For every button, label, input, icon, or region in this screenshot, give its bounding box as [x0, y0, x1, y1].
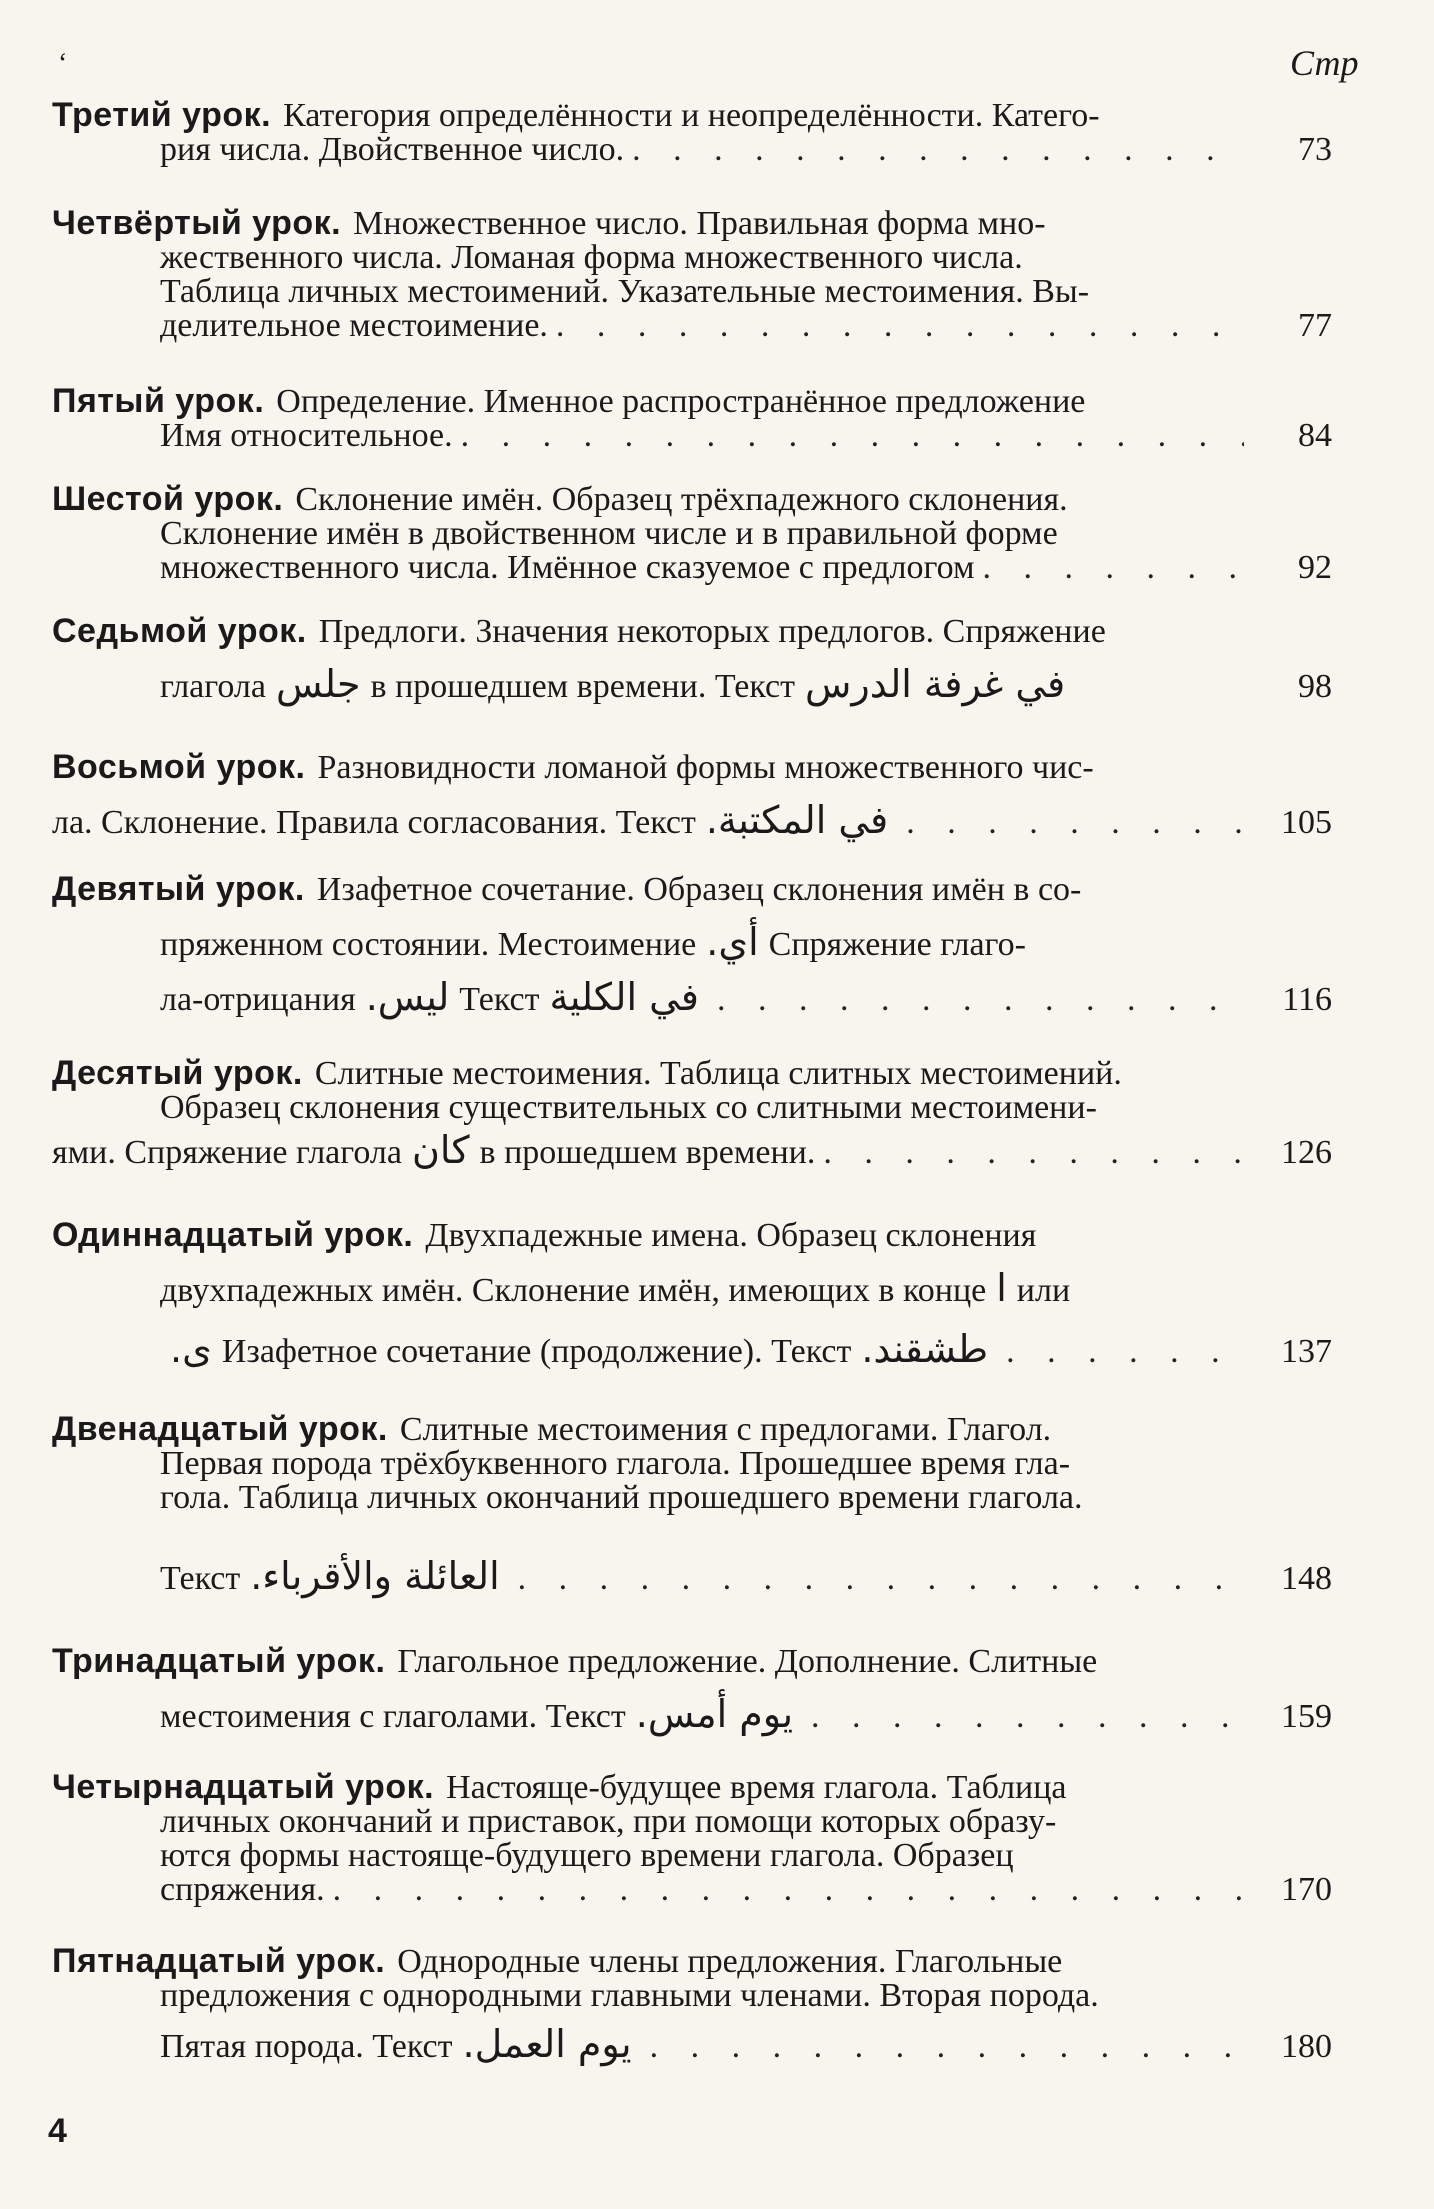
entry-text: Склонение имён в двойственном числе и в правильной форме [160, 515, 1058, 552]
entry-text: Однородные члены предложения. Глагольные [397, 1943, 1063, 1980]
toc-entry [52, 750, 1332, 840]
page-number: 77 [1298, 307, 1332, 344]
entry-text: Определение. Именное распространённое предложение [276, 383, 1086, 420]
entry-text: Настояще-будущее время глагола. Таблица [446, 1769, 1067, 1806]
entry-text: Склонение имён. Образец трёхпадежного склонения. [295, 481, 1068, 518]
page-number: 92 [1298, 549, 1332, 586]
dot-leader [982, 551, 1244, 585]
arabic-text: في المكتبة. [705, 798, 889, 842]
entry-text: личных окончаний и приставок, при помощи которых образу- [160, 1803, 1057, 1840]
page-number: 73 [1298, 131, 1332, 168]
toc-entry [52, 1770, 1332, 1907]
entry-text: Пятая порода. Текст [160, 2028, 453, 2065]
lesson-title: Седьмой урок. [52, 612, 307, 650]
page-number: 98 [1298, 668, 1332, 705]
entry-text: Имя относительное. [160, 417, 453, 454]
dot-leader [906, 806, 1244, 840]
lesson-title: Девятый урок. [52, 870, 305, 908]
lesson-title: Восьмой урок. [52, 748, 306, 786]
arabic-text: جلس [275, 662, 361, 706]
arabic-text: أي. [706, 920, 759, 964]
arabic-text: ليس. [365, 975, 450, 1019]
arabic-text: ا [996, 1266, 1007, 1310]
entry-text: ла. Склонение. Правила согласования. Текст [52, 804, 696, 841]
page-number: 105 [1281, 804, 1332, 841]
toc-entry [52, 1644, 1332, 1734]
dot-leader [518, 1562, 1244, 1596]
dot-leader [1006, 1335, 1244, 1369]
entry-text: Изафетное сочетание. Образец склонения имён в со- [316, 871, 1082, 908]
toc-entry [52, 872, 1332, 1017]
arabic-text: في غرفة الدرس [805, 662, 1066, 706]
entry-text: Множественное число. Правильная форма мно- [353, 205, 1046, 242]
entry-text: ются формы настояще-будущего времени глагола. Образец [160, 1837, 1014, 1874]
toc-entry [52, 1412, 1332, 1596]
entry-text: Слитные местоимения с предлогами. Глагол. [399, 1411, 1052, 1448]
entry-text: ями. Спряжение глагола [52, 1134, 402, 1171]
entry-text: Спряжение глаго- [768, 926, 1026, 963]
arabic-text: العائلة والأقرباء. [250, 1554, 500, 1598]
entry-text: жественного числа. Ломаная форма множественного числа. [160, 239, 1023, 276]
footer-page-number: 4 [48, 2112, 67, 2150]
dot-leader [632, 133, 1244, 167]
entry-text: двухпадежных имён. Склонение имён, имеющих в конце [160, 1272, 987, 1309]
entry-text: Первая порода трёхбуквенного глагола. Прошедшее время гла- [160, 1445, 1071, 1482]
lesson-title: Десятый урок. [52, 1054, 303, 1092]
entry-text: Образец склонения существительных со слитными местоимени- [160, 1089, 1097, 1126]
lesson-title: Пятый урок. [52, 382, 265, 420]
toc-entry [52, 206, 1332, 343]
toc-entry [52, 98, 1332, 167]
entry-text: спряжения. [160, 1871, 325, 1908]
page-number: 126 [1281, 1134, 1332, 1171]
entry-text: местоимения с глаголами. Текст [160, 1698, 626, 1735]
lesson-title: Шестой урок. [52, 480, 284, 518]
page-number: 148 [1281, 1560, 1332, 1597]
page-number: 84 [1298, 417, 1332, 454]
lesson-title: Четвёртый урок. [52, 204, 342, 242]
arabic-text: يوم العمل. [462, 2022, 632, 2066]
page-number: 137 [1281, 1333, 1332, 1370]
entry-text: рия числа. Двойственное число. [160, 131, 625, 168]
lesson-title: Одиннадцатый урок. [52, 1216, 414, 1254]
dot-leader [461, 419, 1244, 453]
dot-leader [556, 309, 1244, 343]
page-number: 159 [1281, 1698, 1332, 1735]
page-number: 170 [1281, 1871, 1332, 1908]
arabic-text: في الكلية [549, 975, 699, 1019]
header-mark: ‘ [58, 48, 68, 79]
dot-leader [650, 2030, 1244, 2064]
entry-text: Категория определённости и неопределённости. Катего- [283, 97, 1100, 134]
lesson-title: Третий урок. [52, 96, 272, 134]
entry-text: или [1016, 1272, 1071, 1309]
entry-text: Текст [459, 981, 540, 1018]
entry-text: Разновидности ломаной формы множественного чис- [317, 749, 1094, 786]
dot-leader [811, 1700, 1244, 1734]
toc-entry [52, 384, 1332, 453]
dot-leader [823, 1136, 1244, 1170]
lesson-title: Тринадцатый урок. [52, 1642, 386, 1680]
entry-text: ла-отрицания [160, 981, 356, 1018]
page-number: 116 [1282, 981, 1332, 1018]
toc-entry [52, 614, 1332, 704]
toc-entry [52, 1944, 1332, 2064]
arabic-text: ى. [170, 1327, 212, 1371]
entry-text: гола. Таблица личных окончаний прошедшего времени глагола. [160, 1479, 1083, 1516]
entry-text: глагола [160, 668, 266, 705]
arabic-text: طشقند. [861, 1327, 989, 1371]
lesson-title: Двенадцатый урок. [52, 1410, 388, 1448]
entry-text: Таблица личных местоимений. Указательные местоимения. Вы- [160, 273, 1090, 310]
page-column-heading: Стр [1290, 43, 1359, 83]
entry-text: множественного числа. Имённое сказуемое с предлогом [160, 549, 975, 586]
toc-entry [52, 1056, 1332, 1170]
entry-text: Глагольное предложение. Дополнение. Слитные [397, 1643, 1098, 1680]
entry-text: в прошедшем времени. [479, 1134, 816, 1171]
entry-text: Слитные местоимения. Таблица слитных местоимений. [314, 1055, 1122, 1092]
entry-text: Двухпадежные имена. Образец склонения [425, 1217, 1037, 1254]
arabic-text: يوم أمس. [635, 1692, 794, 1736]
arabic-text: كان [411, 1128, 470, 1172]
dot-leader [717, 983, 1244, 1017]
entry-text: предложения с однородными главными членами. Вторая порода. [160, 1977, 1099, 2014]
entry-text: пряженном состоянии. Местоимение [160, 926, 697, 963]
dot-leader [333, 1873, 1244, 1907]
entry-text: в прошедшем времени. Текст [370, 668, 796, 705]
toc-entry [52, 1218, 1332, 1369]
entry-text: Предлоги. Значения некоторых предлогов. Спряжение [318, 613, 1106, 650]
toc-entry [52, 482, 1332, 585]
entry-text: Текст [160, 1560, 241, 1597]
entry-text: делительное местоимение. [160, 307, 548, 344]
lesson-title: Четырнадцатый урок. [52, 1768, 435, 1806]
page-number: 180 [1281, 2028, 1332, 2065]
lesson-title: Пятнадцатый урок. [52, 1942, 386, 1980]
entry-text: Изафетное сочетание (продолжение). Текст [221, 1333, 852, 1370]
